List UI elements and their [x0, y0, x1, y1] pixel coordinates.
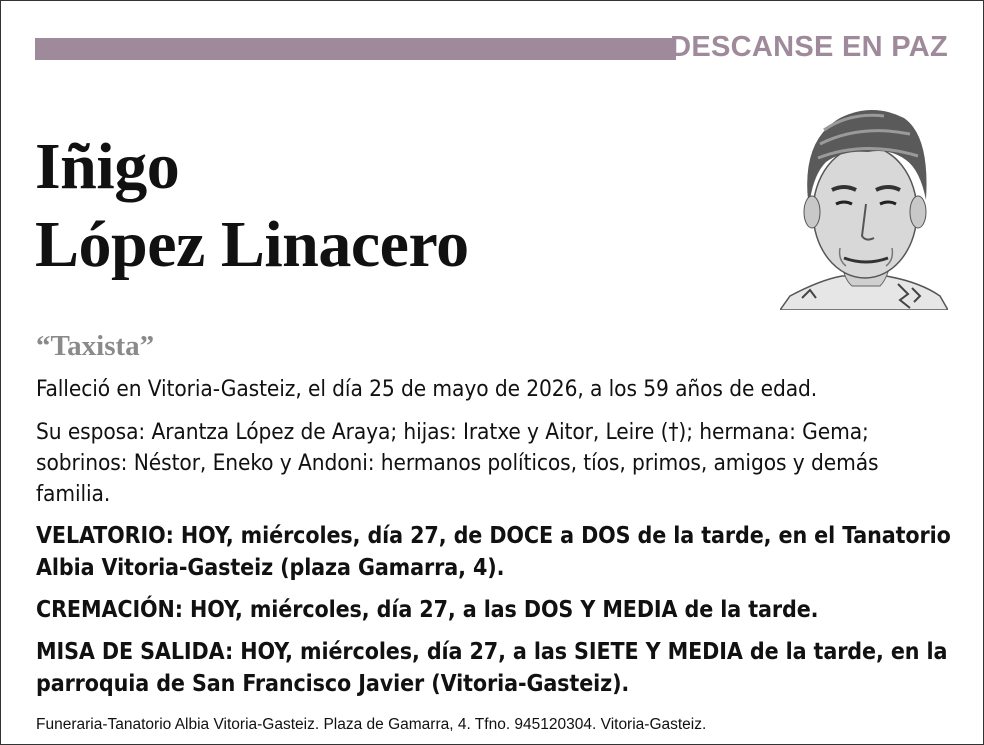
- section-title: DESCANSE EN PAZ: [670, 31, 948, 63]
- cremation-info: CREMACIÓN: HOY, miércoles, día 27, a las DOS Y MEDIA de la tarde.: [36, 597, 819, 623]
- deceased-name: [35, 128, 469, 284]
- funeral-home-footer: Funeraria-Tanatorio Albia Vitoria-Gasteiz. Plaza de Gamarra, 4. Tfno. 945120304. Vitoria-Gasteiz.: [36, 716, 707, 733]
- nickname: “Taxista”: [36, 330, 155, 362]
- family-text: Su esposa: Arantza López de Araya; hijas: Iratxe y Aitor, Leire (†); hermana: Gema; sobrinos: Néstor, Eneko y Andoni: hermanos políticos, tíos, primos, amigos y demás familia.: [36, 419, 879, 507]
- first-name: Iñigo: [35, 130, 180, 203]
- death-notice-text: Falleció en Vitoria-Gasteiz, el día 25 de mayo de 2026, a los 59 años de edad.: [36, 376, 818, 402]
- wake-info: VELATORIO: HOY, miércoles, día 27, de DOCE a DOS de la tarde, en el Tanatorio Albia Vitoria-Gasteiz (plaza Gamarra, 4).: [36, 523, 951, 581]
- mass-info: MISA DE SALIDA: HOY, miércoles, día 27, a las SIETE Y MEDIA de la tarde, en la parroquia de San Francisco Javier (Vitoria-Gasteiz).: [36, 639, 948, 697]
- portrait-photo: [780, 100, 948, 310]
- surnames: López Linacero: [35, 208, 469, 281]
- header-bar: [35, 38, 676, 60]
